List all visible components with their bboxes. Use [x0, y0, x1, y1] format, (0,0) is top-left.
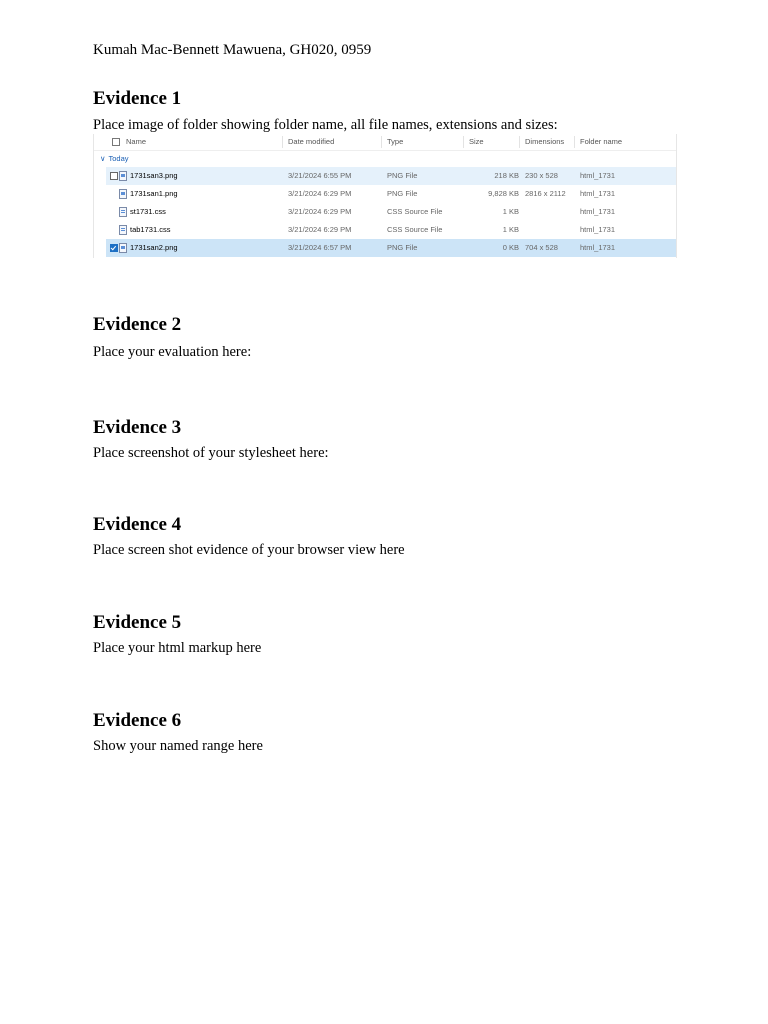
- heading-evidence-3: Evidence 3: [93, 417, 182, 438]
- file-row[interactable]: [106, 203, 676, 221]
- file-type: PNG File: [387, 243, 418, 252]
- file-date: 3/21/2024 6:29 PM: [288, 225, 352, 234]
- heading-evidence-6: Evidence 6: [93, 710, 182, 731]
- css-file-icon: [119, 207, 127, 217]
- chevron-down-icon: ∨: [100, 154, 106, 163]
- file-size: 1 KB: [502, 207, 519, 216]
- file-row[interactable]: [106, 239, 676, 257]
- instruction-evidence-1: Place image of folder showing folder name, all file names, extensions and sizes:: [93, 117, 558, 133]
- css-file-icon: [119, 225, 127, 235]
- file-size: 0 KB: [502, 243, 519, 252]
- column-separator: [519, 136, 520, 148]
- instruction-evidence-4: Place screen shot evidence of your browser view here: [93, 542, 405, 558]
- heading-evidence-5: Evidence 5: [93, 612, 182, 633]
- instruction-evidence-5: Place your html markup here: [93, 640, 262, 656]
- row-checkbox[interactable]: [110, 172, 118, 180]
- png-file-icon: [119, 171, 127, 181]
- column-separator: [463, 136, 464, 148]
- file-date: 3/21/2024 6:57 PM: [288, 243, 352, 252]
- file-name: st1731.css: [130, 207, 166, 216]
- column-type[interactable]: Type: [387, 137, 404, 146]
- file-type: CSS Source File: [387, 225, 443, 234]
- file-name: 1731san3.png: [130, 171, 178, 180]
- group-header-today[interactable]: [100, 152, 129, 166]
- file-folder: html_1731: [580, 171, 616, 180]
- author-line: Kumah Mac-Bennett Mawuena, GH020, 0959: [93, 42, 372, 58]
- heading-evidence-1: Evidence 1: [93, 88, 182, 109]
- file-dimensions: 704 x 528: [525, 243, 558, 252]
- file-folder: html_1731: [580, 189, 616, 198]
- file-date: 3/21/2024 6:29 PM: [288, 207, 352, 216]
- file-date: 3/21/2024 6:29 PM: [288, 189, 352, 198]
- heading-evidence-2: Evidence 2: [93, 314, 182, 335]
- instruction-evidence-6: Show your named range here: [93, 738, 263, 754]
- file-row[interactable]: [106, 167, 676, 185]
- file-folder: html_1731: [580, 243, 616, 252]
- column-size[interactable]: Size: [469, 137, 484, 146]
- row-checkbox-checked[interactable]: [110, 244, 118, 252]
- file-explorer-screenshot: [93, 134, 677, 258]
- heading-evidence-4: Evidence 4: [93, 514, 182, 535]
- file-dimensions: 2816 x 2112: [525, 189, 566, 198]
- file-type: CSS Source File: [387, 207, 443, 216]
- file-row[interactable]: [106, 185, 676, 203]
- file-name: 1731san1.png: [130, 189, 178, 198]
- file-size: 1 KB: [502, 225, 519, 234]
- png-file-icon: [119, 189, 127, 199]
- file-type: PNG File: [387, 171, 418, 180]
- file-folder: html_1731: [580, 225, 616, 234]
- png-file-icon: [119, 243, 127, 253]
- file-row[interactable]: [106, 221, 676, 239]
- column-dimensions[interactable]: Dimensions: [525, 137, 565, 146]
- file-size: 9,828 KB: [488, 189, 519, 198]
- explorer-column-header: [94, 134, 676, 151]
- column-separator: [574, 136, 575, 148]
- column-date-modified[interactable]: Date modified: [288, 137, 335, 146]
- instruction-evidence-2: Place your evaluation here:: [93, 344, 252, 360]
- file-folder: html_1731: [580, 207, 616, 216]
- column-name[interactable]: Name: [126, 137, 147, 146]
- file-type: PNG File: [387, 189, 418, 198]
- file-dimensions: 230 x 528: [525, 171, 558, 180]
- instruction-evidence-3: Place screenshot of your stylesheet here:: [93, 445, 329, 461]
- column-separator: [381, 136, 382, 148]
- select-all-checkbox[interactable]: [112, 138, 120, 146]
- file-name: 1731san2.png: [130, 243, 178, 252]
- file-date: 3/21/2024 6:55 PM: [288, 171, 352, 180]
- column-folder-name[interactable]: Folder name: [580, 137, 623, 146]
- file-size: 218 KB: [494, 171, 519, 180]
- column-separator: [282, 136, 283, 148]
- group-label: Today: [108, 154, 129, 163]
- file-name: tab1731.css: [130, 225, 171, 234]
